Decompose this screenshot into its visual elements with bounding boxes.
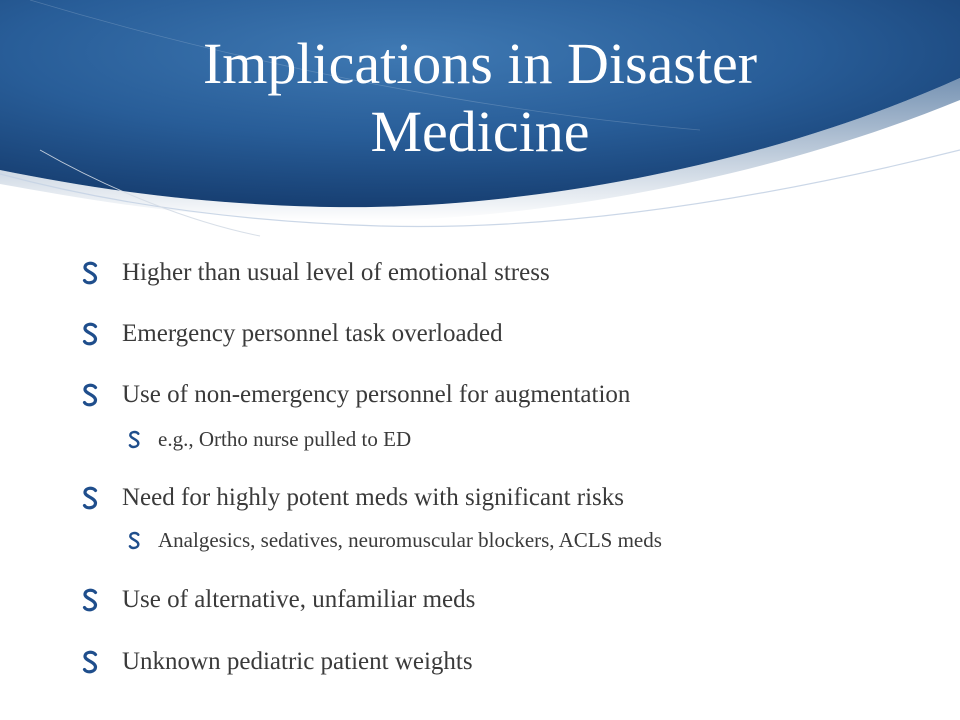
bullet-text: Use of alternative, unfamiliar meds [122, 586, 476, 613]
bullet-text: Need for highly potent meds with significant risks [122, 484, 625, 511]
bullet-text: Unknown pediatric patient weights [122, 648, 473, 675]
bullet-item [82, 645, 473, 679]
swirl-bullet-icon [128, 430, 158, 449]
swirl-bullet-icon [82, 383, 122, 407]
slide-title [60, 30, 900, 166]
bullet-text: Use of non-emergency personnel for augmentation [122, 381, 631, 408]
bullet-item [82, 317, 503, 351]
slide-title-line-1: Implications in Disaster [202, 31, 758, 96]
swirl-bullet-icon [82, 322, 122, 346]
swirl-bullet-icon [82, 486, 122, 510]
bullet-item [82, 583, 475, 617]
sub-bullet-item [128, 425, 411, 453]
bullet-item [82, 378, 630, 412]
bullet-item [82, 481, 624, 515]
sub-bullet-item [128, 526, 662, 554]
swirl-bullet-icon [82, 650, 122, 674]
swirl-bullet-icon [82, 588, 122, 612]
sub-bullet-text: e.g., Ortho nurse pulled to ED [158, 426, 412, 451]
sub-bullet-text: Analgesics, sedatives, neuromuscular blockers, ACLS meds [158, 527, 662, 552]
swirl-bullet-icon [82, 261, 122, 285]
bullet-text: Emergency personnel task overloaded [122, 320, 503, 347]
bullet-text: Higher than usual level of emotional stress [122, 259, 550, 286]
swirl-bullet-icon [128, 531, 158, 550]
slide-title-line-2: Medicine [370, 99, 590, 164]
bullet-item [82, 256, 550, 290]
